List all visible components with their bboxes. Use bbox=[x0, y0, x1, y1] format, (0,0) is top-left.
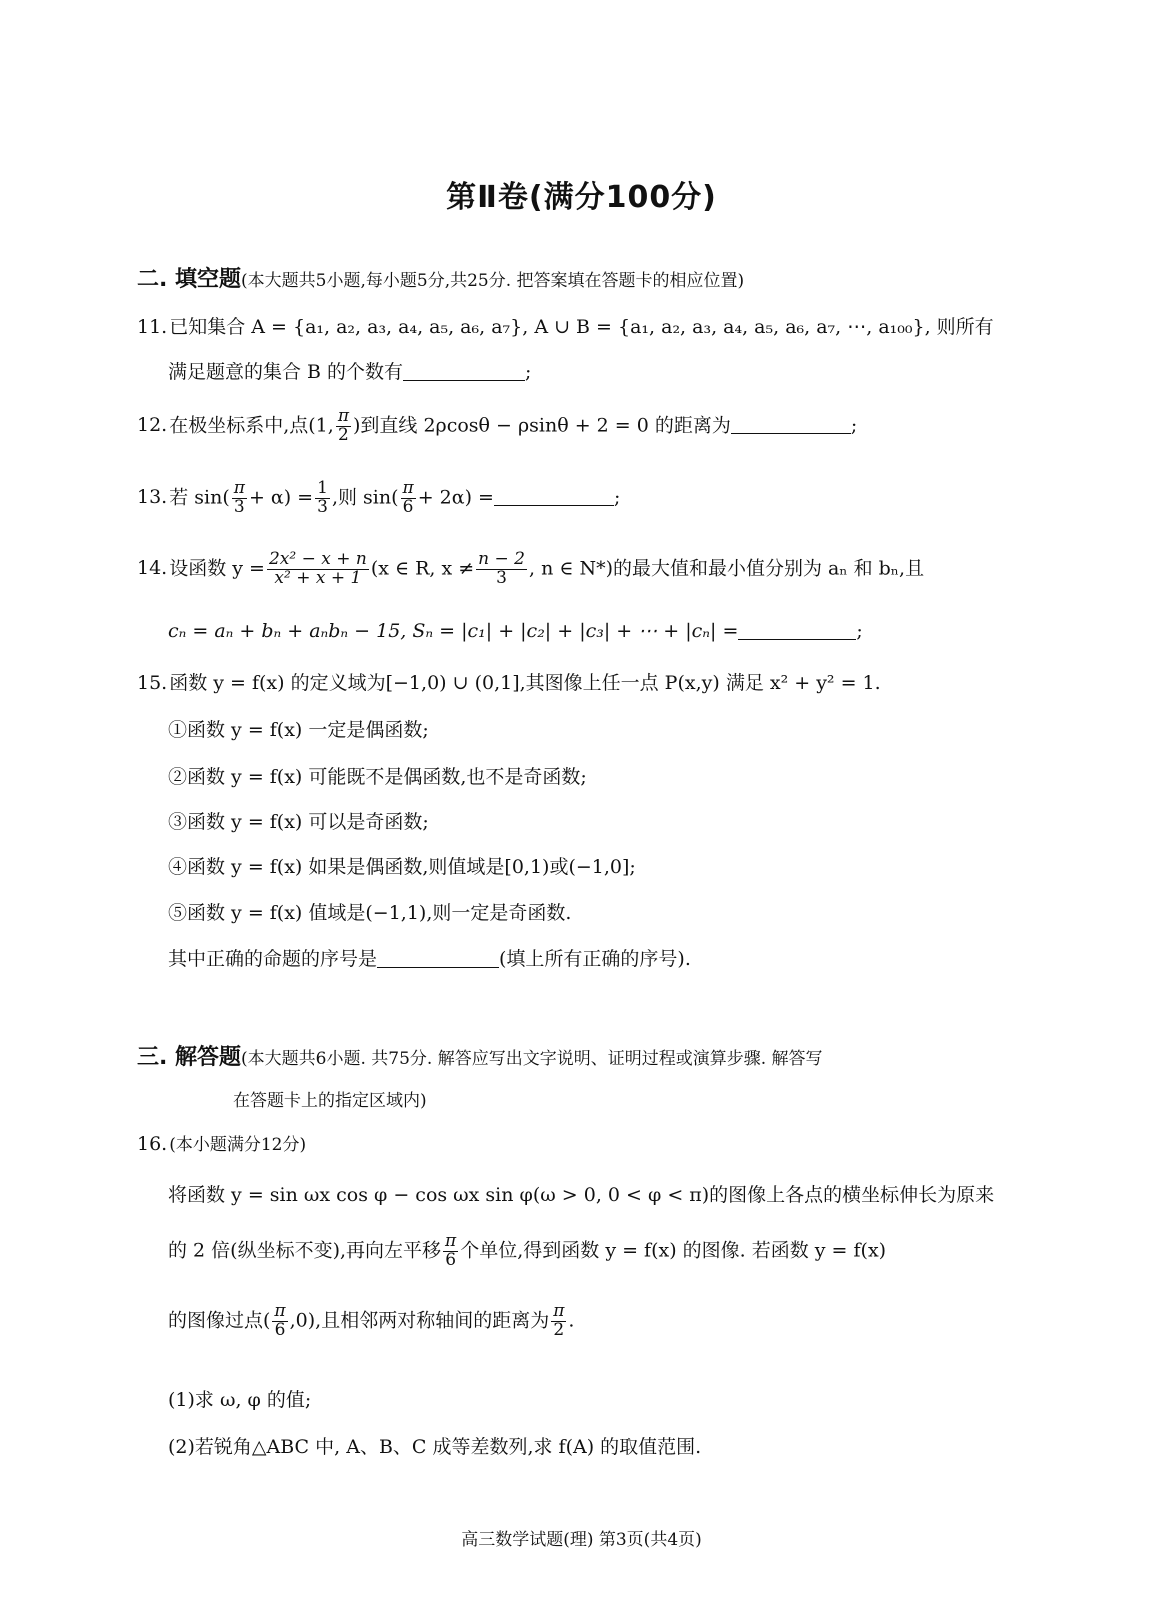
question-16 bbox=[137, 1130, 306, 1155]
question-11 bbox=[137, 312, 994, 339]
question-15-option: ②函数 y = f(x) 可能既不是偶函数,也不是奇函数; bbox=[168, 766, 587, 788]
question-number: 11. bbox=[137, 316, 168, 338]
fraction bbox=[336, 408, 351, 445]
question-15-stem: 函数 y = f(x) 的定义域为[−1,0) ∪ (0,1],其图像上任一点 P(x,y) 满足 x² + y² = 1. bbox=[169, 672, 881, 694]
fraction-numerator: π bbox=[445, 1231, 457, 1251]
question-16-line-1: 将函数 y = sin ωx cos φ − cos ωx sin φ(ω > 0, 0 < φ < π)的图像上各点的横坐标伸长为原来 bbox=[168, 1184, 995, 1206]
section-3-note-1: (本大题共6小题. 共75分. 解答应写出文字说明、证明过程或演算步骤. 解答写 bbox=[241, 1049, 823, 1069]
question-15-tail-row bbox=[168, 944, 691, 971]
fraction-denominator: x² + x + 1 bbox=[274, 567, 362, 588]
question-16-line-3-end: . bbox=[568, 1309, 575, 1332]
question-14 bbox=[137, 551, 924, 588]
section-3-header-line-2 bbox=[233, 1086, 427, 1111]
question-13-post: + 2α) = bbox=[417, 486, 494, 509]
question-11-line-1: 已知集合 A = {a₁, a₂, a₃, a₄, a₅, a₆, a₇}, A ∪ B = {a₁, a₂, a₃, a₄, a₅, a₆, a₇, ⋯, a₁₀₀}, 则所有 bbox=[169, 316, 994, 338]
question-11-end: ; bbox=[525, 361, 532, 383]
question-15 bbox=[137, 668, 881, 695]
fraction-numerator: π bbox=[337, 406, 349, 426]
fraction bbox=[443, 1233, 458, 1270]
fraction-denominator: 3 bbox=[317, 496, 328, 517]
question-16-part-1: (1)求 ω, φ 的值; bbox=[168, 1389, 312, 1411]
fraction-denominator: 3 bbox=[233, 496, 245, 517]
question-13-mid-2: ,则 sin( bbox=[331, 486, 399, 509]
answer-blank[interactable] bbox=[494, 487, 614, 506]
question-13-pre: 若 sin( bbox=[169, 486, 230, 509]
section-3-header bbox=[137, 1040, 823, 1071]
question-number: 14. bbox=[137, 557, 168, 580]
fraction-numerator: π bbox=[274, 1301, 286, 1321]
page-footer: 高三数学试题(理) 第3页(共4页) bbox=[461, 1530, 702, 1550]
question-16-line-3-row bbox=[168, 1303, 574, 1340]
fraction-numerator: π bbox=[233, 478, 245, 498]
fraction bbox=[401, 480, 416, 517]
fraction-denominator: 3 bbox=[496, 567, 507, 588]
question-number: 16. bbox=[137, 1133, 168, 1155]
question-15-option: ①函数 y = f(x) 一定是偶函数; bbox=[168, 719, 429, 741]
question-number: 12. bbox=[137, 414, 168, 437]
question-14-pre: 设函数 y = bbox=[169, 557, 265, 580]
section-2-header bbox=[137, 262, 744, 293]
question-12-end: ; bbox=[850, 414, 858, 437]
fraction bbox=[232, 480, 247, 517]
question-13-end: ; bbox=[613, 486, 621, 509]
question-14-line-2: cₙ = aₙ + bₙ + aₙbₙ − 15, Sₙ = |c₁| + |c₂| + |c₃| + ⋯ + |cₙ| = bbox=[168, 620, 739, 642]
fraction-denominator: 6 bbox=[402, 496, 414, 517]
fraction bbox=[315, 480, 330, 517]
question-12-pre: 在极坐标系中,点(1, bbox=[169, 414, 334, 437]
answer-blank[interactable] bbox=[731, 415, 851, 434]
fraction-numerator: π bbox=[553, 1301, 565, 1321]
page-title: 第Ⅱ卷(满分100分) bbox=[446, 180, 717, 215]
question-12-post: )到直线 2ρcosθ − ρsinθ + 2 = 0 的距离为 bbox=[353, 414, 731, 437]
fraction bbox=[272, 1303, 287, 1340]
question-16-part-2: (2)若锐角△ABC 中, A、B、C 成等差数列,求 f(A) 的取值范围. bbox=[168, 1436, 702, 1458]
fraction-numerator: 1 bbox=[317, 478, 328, 498]
question-12 bbox=[137, 408, 857, 445]
question-14-post: , n ∈ N*)的最大值和最小值分别为 aₙ 和 bₙ,且 bbox=[528, 557, 925, 580]
fraction bbox=[267, 551, 369, 588]
fraction-denominator: 6 bbox=[445, 1249, 457, 1270]
question-15-tail-pre: 其中正确的命题的序号是 bbox=[168, 948, 378, 970]
question-14-mid: (x ∈ R, x ≠ bbox=[370, 557, 475, 580]
question-16-line-2-row bbox=[168, 1233, 886, 1270]
question-16-line-3-pre: 的图像过点( bbox=[168, 1309, 271, 1332]
question-15-option: ④函数 y = f(x) 如果是偶函数,则值域是[0,1)或(−1,0]; bbox=[168, 856, 636, 878]
question-15-option: ⑤函数 y = f(x) 值域是(−1,1),则一定是奇函数. bbox=[168, 902, 572, 924]
question-16-score: (本小题满分12分) bbox=[169, 1135, 307, 1155]
fraction-denominator: 2 bbox=[337, 424, 349, 445]
fraction-numerator: π bbox=[402, 478, 414, 498]
question-16-line-2-pre: 的 2 倍(纵坐标不变),再向左平移 bbox=[168, 1239, 442, 1262]
fraction-denominator: 2 bbox=[553, 1319, 565, 1340]
question-13-mid-1: + α) = bbox=[248, 486, 314, 509]
fraction-numerator: 2x² − x + n bbox=[268, 549, 367, 569]
answer-blank[interactable] bbox=[377, 949, 499, 968]
question-14-line-2-row bbox=[168, 620, 863, 642]
answer-blank[interactable] bbox=[738, 621, 856, 640]
fraction bbox=[476, 551, 527, 588]
question-number: 15. bbox=[137, 672, 168, 694]
section-3-label: 三. 解答题 bbox=[137, 1045, 242, 1070]
question-15-option: ③函数 y = f(x) 可以是奇函数; bbox=[168, 811, 429, 833]
question-15-tail-post: (填上所有正确的序号). bbox=[499, 948, 691, 970]
question-11-line-2: 满足题意的集合 B 的个数有 bbox=[168, 361, 404, 383]
fraction-denominator: 6 bbox=[274, 1319, 286, 1340]
question-11-line-2-row bbox=[168, 357, 531, 384]
section-2-label: 二. 填空题 bbox=[137, 267, 242, 292]
question-number: 13. bbox=[137, 486, 168, 509]
question-14-end: ; bbox=[856, 620, 863, 642]
section-3-note-2: 在答题卡上的指定区域内) bbox=[233, 1091, 427, 1111]
question-16-line-2-post: 个单位,得到函数 y = f(x) 的图像. 若函数 y = f(x) bbox=[460, 1239, 887, 1262]
fraction bbox=[551, 1303, 566, 1340]
fraction-numerator: n − 2 bbox=[478, 549, 525, 569]
answer-blank[interactable] bbox=[403, 362, 525, 381]
question-16-line-3-mid: ,0),且相邻两对称轴间的距离为 bbox=[289, 1309, 550, 1332]
section-2-note: (本大题共5小题,每小题5分,共25分. 把答案填在答题卡的相应位置) bbox=[241, 271, 745, 291]
question-13 bbox=[137, 480, 620, 517]
